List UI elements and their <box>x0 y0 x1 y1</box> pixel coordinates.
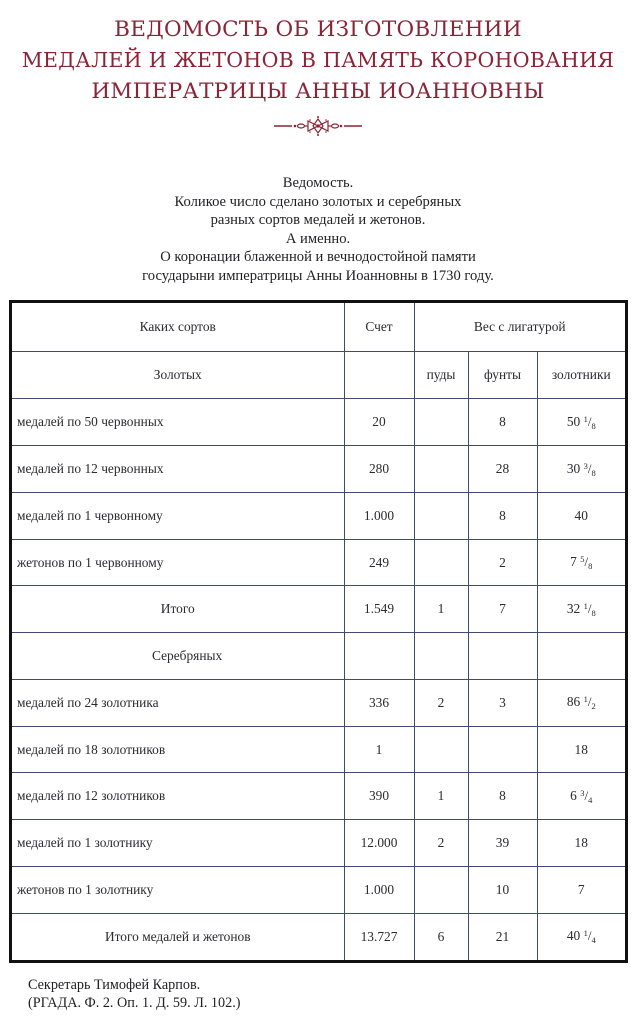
zolotnik-whole: 7 <box>577 881 585 897</box>
fraction-denominator: 4 <box>591 935 596 946</box>
header-pud: пуды <box>414 351 468 398</box>
intro-line-1: Ведомость. <box>282 175 354 191</box>
fraction-denominator: 4 <box>588 794 593 805</box>
archive-reference: (РГАДА. Ф. 2. Оп. 1. Д. 59. Л. 102.) <box>28 995 241 1011</box>
empty-cell <box>344 633 414 680</box>
zolotnik-cell <box>537 679 625 726</box>
zolotnik-whole: 40 <box>574 507 588 523</box>
intro-line-3: разных сортов медалей и жетонов. <box>210 212 426 229</box>
item-count: 13.727 <box>344 913 414 960</box>
document-title <box>0 14 636 107</box>
item-count: 336 <box>344 679 414 726</box>
item-name: медалей по 12 червонных <box>12 446 344 493</box>
gold-total-row <box>12 586 625 633</box>
fraction-slash: / <box>587 413 592 429</box>
intro-line-2: Коликое число сделано золотых и серебряных <box>174 193 462 210</box>
fraction-numerator: 1 <box>583 928 588 939</box>
intro-line-6: государыни императрицы Анны Иоанновны в 1730 году. <box>142 267 494 284</box>
fraction-slash: / <box>584 787 589 803</box>
table-row <box>12 866 625 913</box>
fraction-denominator: 8 <box>591 420 596 431</box>
zolotnik-cell <box>537 773 625 820</box>
subheader-row <box>12 351 625 398</box>
table-row <box>12 399 625 446</box>
fraction-slash: / <box>587 694 592 710</box>
item-name: медалей по 12 золотников <box>12 773 344 820</box>
item-pud: 2 <box>414 820 468 867</box>
zolotnik-whole: 50 <box>566 413 581 429</box>
item-name: медалей по 1 золотнику <box>12 820 344 867</box>
item-funt: 21 <box>468 913 537 960</box>
item-funt: 8 <box>468 399 537 446</box>
item-count: 390 <box>344 773 414 820</box>
fraction-numerator: 3 <box>583 460 588 471</box>
item-pud <box>414 866 468 913</box>
fraction-slash: / <box>587 928 592 944</box>
fraction-denominator: 2 <box>591 701 596 712</box>
item-pud <box>414 446 468 493</box>
zolotnik-whole: 30 <box>566 460 581 476</box>
zolotnik-whole: 7 <box>570 554 577 570</box>
signature: Секретарь Тимофей Карпов. <box>28 977 201 993</box>
header-kind: Каких сортов <box>12 303 344 351</box>
footer <box>28 976 240 1012</box>
title-line-3: ИМПЕРАТРИЦЫ АННЫ ИОАННОВНЫ <box>91 79 545 104</box>
table-row <box>12 820 625 867</box>
item-count: 280 <box>344 446 414 493</box>
item-funt: 7 <box>468 586 537 633</box>
zolotnik-cell <box>537 399 625 446</box>
zolotnik-cell <box>537 726 625 773</box>
item-count: 249 <box>344 539 414 586</box>
item-pud <box>414 492 468 539</box>
empty-cell <box>468 633 537 680</box>
header-funt: фунты <box>468 351 537 398</box>
fraction-slash: / <box>587 460 592 476</box>
item-funt: 10 <box>468 866 537 913</box>
fraction-numerator: 1 <box>583 600 588 611</box>
item-funt: 28 <box>468 446 537 493</box>
item-count: 1.000 <box>344 492 414 539</box>
item-pud: 1 <box>414 586 468 633</box>
fraction-denominator: 8 <box>591 607 596 618</box>
empty-cell <box>537 633 625 680</box>
zolotnik-cell <box>537 820 625 867</box>
title-line-2: МЕДАЛЕЙ И ЖЕТОНОВ В ПАМЯТЬ КОРОНОВАНИЯ <box>21 48 615 72</box>
table-row <box>12 492 625 539</box>
zolotnik-cell <box>537 539 625 586</box>
item-pud <box>414 539 468 586</box>
item-count: 1 <box>344 726 414 773</box>
item-pud: 1 <box>414 773 468 820</box>
table-row <box>12 679 625 726</box>
item-funt: 3 <box>468 679 537 726</box>
header-count: Счет <box>344 303 414 351</box>
zolotnik-cell <box>537 492 625 539</box>
zolotnik-cell <box>537 586 625 633</box>
item-pud <box>414 399 468 446</box>
zolotnik-whole: 40 <box>566 928 581 944</box>
medals-table <box>9 300 628 963</box>
fraction-numerator: 5 <box>580 554 585 565</box>
item-name: медалей по 18 золотников <box>12 726 344 773</box>
zolotnik-whole: 6 <box>570 787 577 803</box>
fraction-numerator: 1 <box>583 413 588 424</box>
gold-section-label: Золотых <box>12 351 344 398</box>
intro-text <box>0 174 636 286</box>
item-funt: 8 <box>468 773 537 820</box>
zolotnik-whole: 18 <box>574 741 588 757</box>
silver-section-label: Серебряных <box>12 633 344 680</box>
item-funt: 2 <box>468 539 537 586</box>
fraction-slash: / <box>587 600 592 616</box>
item-name: медалей по 50 червонных <box>12 399 344 446</box>
floral-divider-icon <box>270 115 366 137</box>
item-funt: 8 <box>468 492 537 539</box>
item-count: 1.549 <box>344 586 414 633</box>
title-line-1: ВЕДОМОСТЬ ОБ ИЗГОТОВЛЕНИИ <box>114 17 522 42</box>
table-row <box>12 539 625 586</box>
intro-line-4: А именно. <box>285 230 351 247</box>
item-funt <box>468 726 537 773</box>
subheader-empty <box>344 351 414 398</box>
zolotnik-cell <box>537 446 625 493</box>
item-name: Итого медалей и жетонов <box>12 913 344 960</box>
table-row <box>12 446 625 493</box>
table-row <box>12 773 625 820</box>
fraction-denominator: 8 <box>591 467 596 478</box>
zolotnik-whole: 18 <box>574 835 588 851</box>
empty-cell <box>414 633 468 680</box>
silver-section-row <box>12 633 625 680</box>
table-row <box>12 726 625 773</box>
item-name: жетонов по 1 золотнику <box>12 866 344 913</box>
header-weight: Вес с лигатурой <box>414 303 625 351</box>
item-count: 1.000 <box>344 866 414 913</box>
item-pud: 2 <box>414 679 468 726</box>
intro-line-5: О коронации блаженной и вечнодостойной памяти <box>160 249 476 266</box>
fraction-numerator: 3 <box>580 787 585 798</box>
item-name: медалей по 1 червонному <box>12 492 344 539</box>
header-row <box>12 303 625 351</box>
fraction-numerator: 1 <box>583 694 588 705</box>
grand-total-row <box>12 913 625 960</box>
zolotnik-cell <box>537 866 625 913</box>
zolotnik-whole: 32 <box>566 600 581 616</box>
item-name: медалей по 24 золотника <box>12 679 344 726</box>
header-zolotnik: золотники <box>537 351 625 398</box>
zolotnik-cell <box>537 913 625 960</box>
item-name: жетонов по 1 червонному <box>12 539 344 586</box>
fraction-slash: / <box>584 554 589 570</box>
zolotnik-whole: 86 <box>566 694 581 710</box>
fraction-denominator: 8 <box>588 561 593 572</box>
item-count: 12.000 <box>344 820 414 867</box>
item-pud: 6 <box>414 913 468 960</box>
item-funt: 39 <box>468 820 537 867</box>
item-pud <box>414 726 468 773</box>
item-name: Итого <box>12 586 344 633</box>
item-count: 20 <box>344 399 414 446</box>
